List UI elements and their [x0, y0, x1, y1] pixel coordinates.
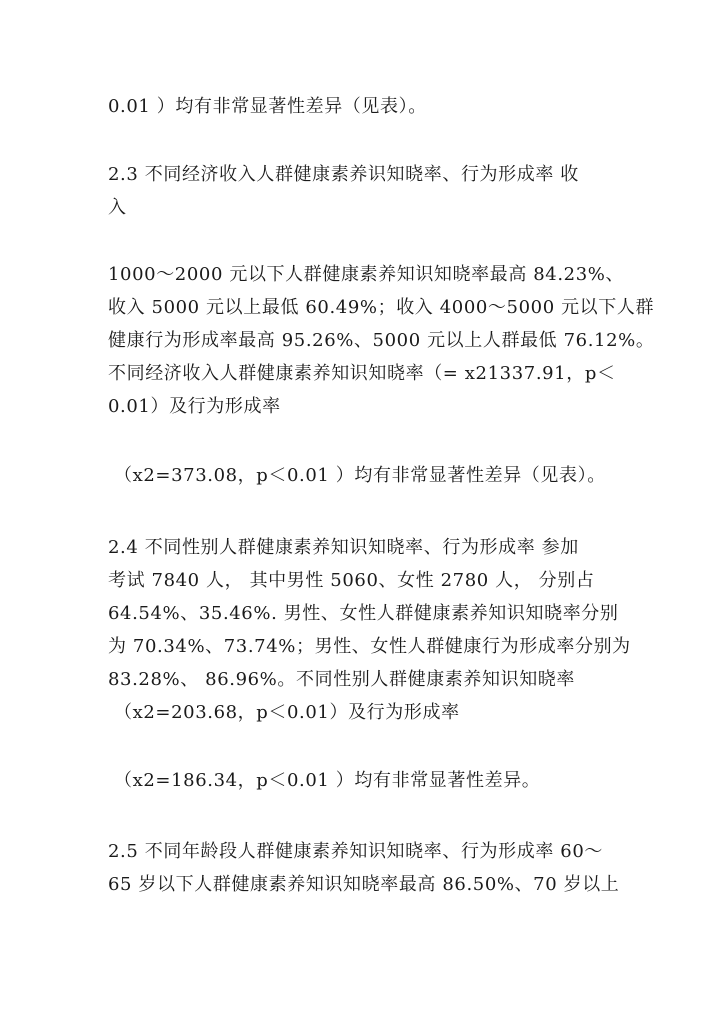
text-line-8: 0.01）及行为形成率 — [108, 396, 281, 417]
section-heading-2-5: 2.5 不同年龄段人群健康素养知识知晓率、行为形成率 60～ — [108, 841, 603, 862]
text-line-18: 65 岁以下人群健康素养知识知晓率最高 86.50%、70 岁以上 — [108, 874, 620, 895]
text-line-4: 1000～2000 元以下人群健康素养知识知晓率最高 84.23%、 — [108, 264, 625, 285]
text-line-13: 为 70.34%、73.74%；男性、女性人群健康行为形成率分别为 — [108, 636, 631, 657]
section-heading-2-3: 2.3 不同经济收入人群健康素养识知晓率、行为形成率 收 — [108, 164, 579, 185]
text-line-14: 83.28%、 86.96%。不同性别人群健康素养知识知晓率 — [108, 669, 575, 690]
text-line-16: （x2=186.34，p＜0.01 ）均有非常显著性差异。 — [114, 770, 541, 791]
text-line-7: 不同经济收入人群健康素养知识知晓率（= x21337.91，p＜ — [108, 363, 616, 384]
text-line-12: 64.54%、35.46%. 男性、女性人群健康素养知识知晓率分别 — [108, 603, 619, 624]
text-line-9: （x2=373.08，p＜0.01 ）均有非常显著性差异（见表）。 — [114, 465, 606, 486]
text-line-11: 考试 7840 人， 其中男性 5060、女性 2780 人， 分别占 — [108, 570, 595, 591]
text-line-15: （x2=203.68，p＜0.01）及行为形成率 — [114, 702, 460, 723]
section-heading-2-3-continued: 入 — [108, 197, 127, 218]
text-line-1: 0.01 ）均有非常显著性差异（见表）。 — [108, 96, 427, 117]
text-line-6: 健康行为形成率最高 95.26%、5000 元以上人群最低 76.12%。 — [108, 330, 655, 351]
text-line-5: 收入 5000 元以上最低 60.49%；收入 4000～5000 元以下人群 — [108, 297, 655, 318]
section-heading-2-4: 2.4 不同性别人群健康素养知识知晓率、行为形成率 参加 — [108, 537, 579, 558]
